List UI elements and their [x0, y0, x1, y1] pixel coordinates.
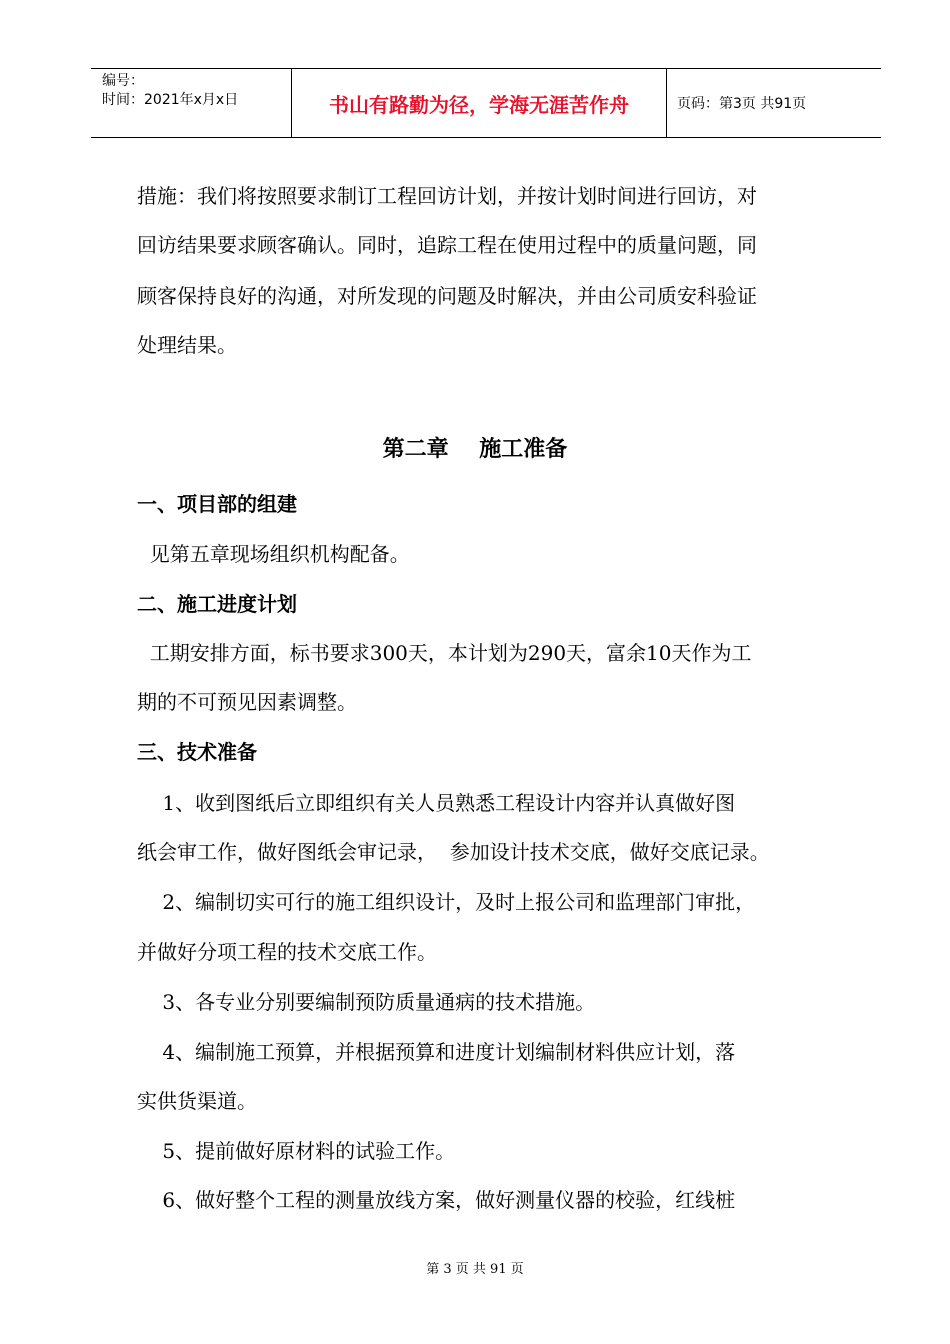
- paragraph-line: 措施：我们将按照要求制订工程回访计划，并按计划时间进行回访，对: [137, 184, 757, 208]
- list-item-line: 5、提前做好原材料的试验工作。: [137, 1139, 456, 1163]
- list-item-line: 实供货渠道。: [137, 1089, 257, 1113]
- header-page-label: 页码：第3页 共91页: [677, 96, 807, 112]
- chapter-title: 第二章 施工准备: [382, 437, 568, 462]
- list-item-line: 1、收到图纸后立即组织有关人员熟悉工程设计内容并认真做好图: [137, 791, 736, 815]
- paragraph-line: 期的不可预见因素调整。: [137, 690, 357, 714]
- number-label: 编号：: [102, 73, 144, 89]
- paragraph-line: 见第五章现场组织机构配备。: [137, 542, 410, 566]
- section-heading: 三、技术准备: [137, 740, 257, 764]
- header-meta: [91, 69, 292, 137]
- section-heading: 二、施工进度计划: [137, 592, 297, 616]
- list-item-line: 4、编制施工预算，并根据预算和进度计划编制材料供应计划，落: [137, 1040, 736, 1064]
- list-item-line: 纸会审工作，做好图纸会审记录， 参加设计技术交底，做好交底记录。: [137, 840, 770, 864]
- list-item-line: 2、编制切实可行的施工组织设计，及时上报公司和监理部门审批，: [137, 890, 756, 914]
- list-item-line: 并做好分项工程的技术交底工作。: [137, 940, 437, 964]
- paragraph-line: 回访结果要求顾客确认。同时，追踪工程在使用过程中的质量问题，同: [137, 233, 757, 257]
- list-item-line: 6、做好整个工程的测量放线方案，做好测量仪器的校验，红线桩: [137, 1188, 736, 1212]
- paragraph-line: 顾客保持良好的沟通，对所发现的问题及时解决，并由公司质安科验证: [137, 284, 757, 308]
- date-label: 时间：2021年x月x日: [102, 92, 239, 108]
- list-item-line: 3、各专业分别要编制预防质量通病的技术措施。: [137, 990, 596, 1014]
- paragraph-line: 工期安排方面，标书要求300天，本计划为290天，富余10天作为工: [137, 641, 752, 665]
- paragraph-line: 处理结果。: [137, 333, 237, 357]
- section-heading: 一、项目部的组建: [137, 492, 297, 516]
- page-header: [91, 68, 881, 138]
- header-motto: 书山有路勤为径，学海无涯苦作舟: [292, 69, 667, 137]
- page-footer: 第 3 页 共 91 页: [426, 1262, 524, 1277]
